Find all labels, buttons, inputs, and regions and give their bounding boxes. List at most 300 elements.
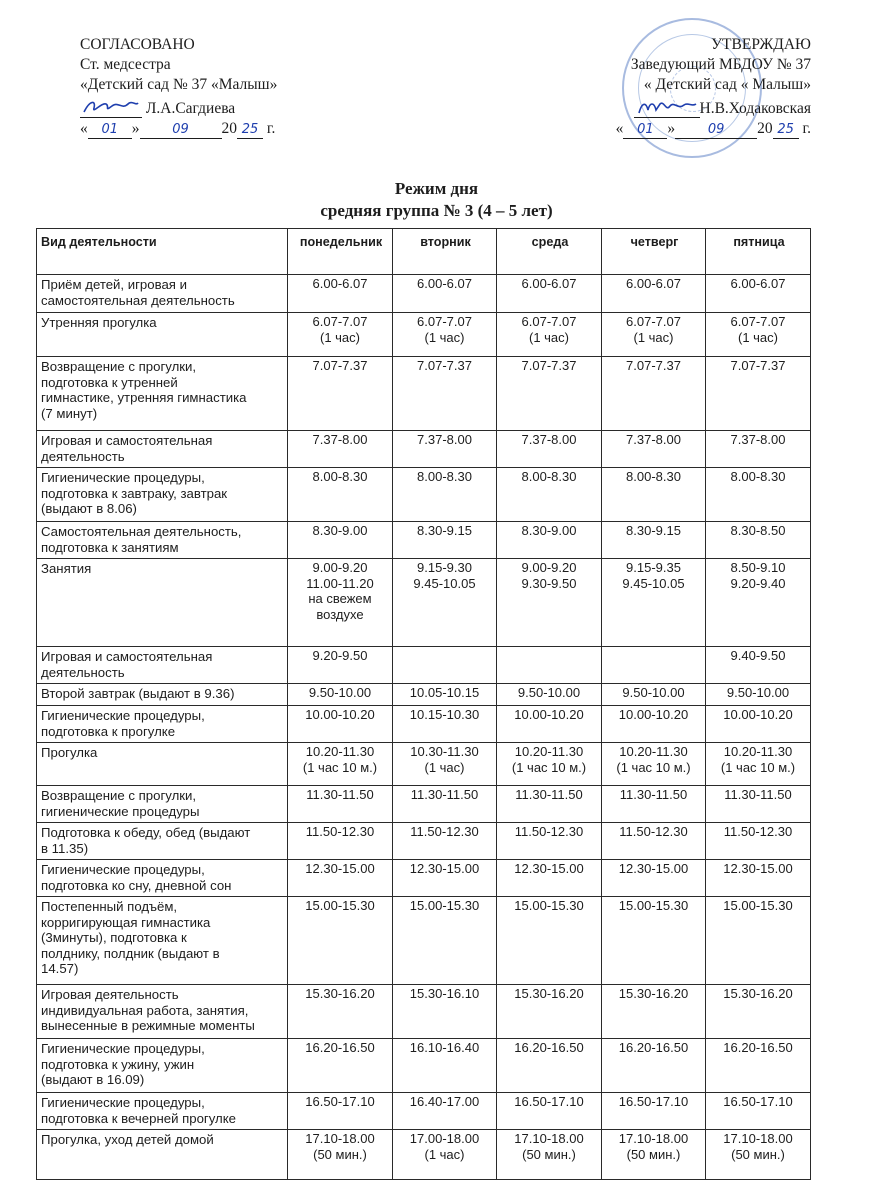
activity-text: полднику, полдник (выдают в bbox=[41, 945, 220, 961]
activity-text: корригирующая гимнастика bbox=[41, 914, 211, 930]
time-text: 15.30-16.20 bbox=[514, 986, 584, 1001]
time-cell bbox=[288, 313, 393, 357]
time-text: 10.15-10.30 bbox=[409, 707, 480, 722]
time-cell bbox=[706, 559, 811, 647]
right-date-year: 25 bbox=[773, 122, 799, 139]
activity-cell bbox=[37, 743, 288, 786]
time-cell bbox=[393, 313, 497, 357]
activity-cell bbox=[37, 897, 288, 985]
time-text: 7.07-7.37 bbox=[417, 358, 472, 373]
time-text: 9.40-9.50 bbox=[730, 648, 786, 663]
time-cell bbox=[706, 357, 811, 431]
left-line1: Ст. медсестра bbox=[80, 56, 171, 73]
time-text: 7.37-8.00 bbox=[730, 432, 786, 447]
time-cell bbox=[706, 985, 811, 1039]
time-cell bbox=[393, 897, 497, 985]
time-cell bbox=[288, 1039, 393, 1093]
time-text: 10.20-11.30 bbox=[305, 744, 375, 759]
time-text: на свежем bbox=[308, 591, 372, 606]
time-text: 8.30-9.15 bbox=[417, 523, 472, 538]
time-text: 8.50-9.10 bbox=[730, 560, 786, 575]
time-cell bbox=[497, 313, 602, 357]
time-text: 7.07-7.37 bbox=[626, 358, 681, 373]
activity-text: Подготовка к обеду, обед (выдают bbox=[41, 825, 251, 840]
activity-text: подготовка к прогулке bbox=[41, 723, 176, 739]
time-text: 12.30-15.00 bbox=[305, 861, 375, 876]
time-cell bbox=[497, 522, 602, 559]
time-text: 17.10-18.00 bbox=[618, 1131, 689, 1146]
activity-text: (3минуты), подготовка к bbox=[41, 930, 187, 945]
document-subtitle: средняя группа № 3 (4 – 5 лет) bbox=[320, 201, 553, 220]
right-line1: Заведующий МБДОУ № 37 bbox=[630, 56, 811, 73]
time-cell bbox=[497, 431, 602, 468]
time-text: 15.00-15.30 bbox=[723, 898, 793, 913]
time-cell bbox=[288, 522, 393, 559]
time-cell bbox=[497, 684, 602, 706]
activity-text: Возвращение с прогулки, bbox=[41, 788, 197, 803]
table-row bbox=[37, 786, 811, 823]
activity-text: гимнастике, утренняя гимнастика bbox=[41, 390, 247, 405]
activity-cell bbox=[37, 559, 288, 647]
time-cell bbox=[602, 1039, 706, 1093]
activity-text: Приём детей, игровая и bbox=[41, 277, 187, 292]
time-text: 9.30-9.50 bbox=[521, 575, 577, 591]
time-text: 6.00-6.07 bbox=[626, 276, 681, 291]
time-cell bbox=[288, 431, 393, 468]
activity-cell bbox=[37, 357, 288, 431]
time-text: 17.00-18.00 bbox=[409, 1131, 480, 1146]
activity-cell bbox=[37, 431, 288, 468]
time-cell bbox=[497, 897, 602, 985]
table-row bbox=[37, 823, 811, 860]
time-text: 7.07-7.37 bbox=[521, 358, 577, 373]
activity-cell bbox=[37, 1093, 288, 1130]
time-cell bbox=[706, 1093, 811, 1130]
time-text: 6.07-7.07 bbox=[730, 314, 786, 329]
time-cell bbox=[706, 1130, 811, 1180]
time-text: (50 мин.) bbox=[731, 1146, 785, 1162]
time-text: 6.00-6.07 bbox=[730, 276, 786, 291]
time-cell bbox=[288, 275, 393, 313]
time-cell bbox=[602, 275, 706, 313]
time-text: 10.00-10.20 bbox=[723, 707, 793, 722]
time-text: (50 мин.) bbox=[522, 1146, 576, 1162]
time-text: 16.20-16.50 bbox=[514, 1040, 584, 1055]
table-row bbox=[37, 897, 811, 985]
time-cell bbox=[497, 706, 602, 743]
left-title: СОГЛАСОВАНО bbox=[80, 36, 195, 53]
time-text: (1 час) bbox=[633, 329, 674, 345]
time-text: 16.20-16.50 bbox=[723, 1040, 793, 1055]
time-text: 11.50-12.30 bbox=[305, 824, 375, 839]
time-text: 16.50-17.10 bbox=[723, 1094, 793, 1109]
table-row bbox=[37, 706, 811, 743]
time-text: 15.00-15.30 bbox=[618, 898, 689, 913]
activity-text: самостоятельная деятельность bbox=[41, 292, 235, 308]
time-text: 9.20-9.40 bbox=[730, 575, 786, 591]
time-cell bbox=[706, 897, 811, 985]
time-text: (1 час 10 м.) bbox=[720, 759, 796, 775]
time-text: 17.10-18.00 bbox=[514, 1131, 584, 1146]
time-cell bbox=[706, 786, 811, 823]
activity-cell bbox=[37, 985, 288, 1039]
time-cell bbox=[602, 897, 706, 985]
approval-block-right bbox=[616, 35, 811, 139]
time-cell bbox=[288, 706, 393, 743]
time-text: 6.00-6.07 bbox=[417, 276, 472, 291]
time-text: 11.50-12.30 bbox=[723, 824, 793, 839]
time-text: 7.07-7.37 bbox=[312, 358, 368, 373]
right-date-month: 09 bbox=[675, 122, 757, 139]
time-text: 7.37-8.00 bbox=[626, 432, 681, 447]
time-cell bbox=[393, 985, 497, 1039]
time-cell bbox=[288, 985, 393, 1039]
time-cell bbox=[602, 357, 706, 431]
activity-text: подготовка к завтраку, завтрак bbox=[41, 485, 228, 501]
time-cell bbox=[288, 357, 393, 431]
table-row bbox=[37, 647, 811, 684]
time-cell bbox=[288, 897, 393, 985]
time-text: 15.30-16.20 bbox=[618, 986, 689, 1001]
table-row bbox=[37, 522, 811, 559]
right-signature-line bbox=[616, 95, 811, 119]
time-cell bbox=[288, 823, 393, 860]
time-text: (50 мин.) bbox=[626, 1146, 681, 1162]
time-cell bbox=[393, 1039, 497, 1093]
time-text: 6.07-7.07 bbox=[626, 314, 681, 329]
time-text: (1 час) bbox=[737, 329, 778, 345]
time-cell bbox=[393, 684, 497, 706]
column-header: среда bbox=[497, 229, 602, 275]
left-date-month: 09 bbox=[140, 122, 222, 139]
time-text: 10.00-10.20 bbox=[514, 707, 584, 722]
time-cell bbox=[602, 1130, 706, 1180]
time-cell bbox=[706, 706, 811, 743]
activity-text: (выдают в 8.06) bbox=[41, 501, 137, 516]
time-text: 6.07-7.07 bbox=[312, 314, 368, 329]
activity-text: Игровая и самостоятельная bbox=[41, 433, 213, 448]
table-row bbox=[37, 743, 811, 786]
time-cell bbox=[288, 786, 393, 823]
table-row bbox=[37, 468, 811, 522]
time-text: (1 час 10 м.) bbox=[616, 759, 691, 775]
activity-cell bbox=[37, 275, 288, 313]
activity-cell bbox=[37, 823, 288, 860]
column-header: Вид деятельности bbox=[37, 229, 288, 275]
time-cell bbox=[393, 647, 497, 684]
table-row bbox=[37, 1039, 811, 1093]
time-cell bbox=[602, 647, 706, 684]
right-title: УТВЕРЖДАЮ bbox=[711, 36, 811, 53]
table-row bbox=[37, 860, 811, 897]
time-cell bbox=[393, 823, 497, 860]
time-cell bbox=[393, 431, 497, 468]
time-text: 7.37-8.00 bbox=[417, 432, 472, 447]
time-cell bbox=[393, 559, 497, 647]
time-cell bbox=[497, 275, 602, 313]
time-cell bbox=[393, 743, 497, 786]
time-text: 9.15-9.35 bbox=[626, 560, 681, 575]
right-name: Н.В.Ходаковская bbox=[699, 100, 811, 117]
table-header-row bbox=[37, 229, 811, 275]
time-cell bbox=[706, 743, 811, 786]
time-cell bbox=[497, 786, 602, 823]
time-text: 8.00-8.30 bbox=[417, 469, 472, 484]
time-text: 16.50-17.10 bbox=[305, 1094, 375, 1109]
time-text: 9.00-9.20 bbox=[521, 560, 577, 575]
activity-text: Гигиенические процедуры, bbox=[41, 1041, 205, 1056]
right-date-line: « 01 » 09 20 25 г. bbox=[615, 120, 811, 137]
time-cell bbox=[288, 684, 393, 706]
time-cell bbox=[393, 357, 497, 431]
time-text: 11.50-12.30 bbox=[410, 824, 479, 839]
time-text: 9.20-9.50 bbox=[312, 648, 368, 663]
document-title-block bbox=[0, 178, 873, 222]
activity-text: Гигиенические процедуры, bbox=[41, 470, 205, 485]
time-cell bbox=[602, 706, 706, 743]
activity-text: Занятия bbox=[41, 561, 92, 576]
left-date-line: « 01 » 09 20 25 г. bbox=[80, 120, 276, 137]
left-line2: «Детский сад № 37 «Малыш» bbox=[80, 76, 278, 93]
time-cell bbox=[706, 860, 811, 897]
activity-text: деятельность bbox=[41, 664, 125, 680]
table-row bbox=[37, 1130, 811, 1180]
time-cell bbox=[602, 860, 706, 897]
time-cell bbox=[288, 1130, 393, 1180]
activity-cell bbox=[37, 313, 288, 357]
right-line2: « Детский сад « Малыш» bbox=[643, 76, 811, 93]
time-cell bbox=[288, 647, 393, 684]
time-text: 16.10-16.40 bbox=[409, 1040, 480, 1055]
time-text: 11.30-11.50 bbox=[515, 787, 583, 802]
time-text: 8.30-9.15 bbox=[626, 523, 681, 538]
time-text: воздухе bbox=[316, 606, 364, 622]
activity-text: Гигиенические процедуры, bbox=[41, 1095, 205, 1110]
time-cell bbox=[288, 860, 393, 897]
time-text: 10.00-10.20 bbox=[618, 707, 689, 722]
activity-cell bbox=[37, 706, 288, 743]
signature-blank bbox=[80, 95, 142, 118]
time-cell bbox=[602, 431, 706, 468]
table-row bbox=[37, 357, 811, 431]
time-cell bbox=[497, 1039, 602, 1093]
time-cell bbox=[497, 985, 602, 1039]
time-text: 11.00-11.20 bbox=[306, 575, 374, 591]
activity-cell bbox=[37, 1130, 288, 1180]
time-text: 10.05-10.15 bbox=[409, 685, 480, 700]
time-text: 16.20-16.50 bbox=[618, 1040, 689, 1055]
time-text: 6.00-6.07 bbox=[521, 276, 577, 291]
activity-text: Самостоятельная деятельность, bbox=[41, 524, 242, 539]
signature-scribble bbox=[82, 98, 140, 116]
time-cell bbox=[602, 743, 706, 786]
left-signature-line bbox=[80, 95, 277, 119]
time-text: 6.00-6.07 bbox=[312, 276, 368, 291]
activity-text: гигиенические процедуры bbox=[41, 803, 200, 819]
time-text: 6.07-7.07 bbox=[417, 314, 472, 329]
time-text: 9.50-10.00 bbox=[622, 685, 685, 700]
time-text: (1 час) bbox=[319, 329, 360, 345]
time-cell bbox=[706, 823, 811, 860]
time-cell bbox=[393, 706, 497, 743]
time-text: 10.00-10.20 bbox=[305, 707, 375, 722]
time-text: 11.30-11.50 bbox=[306, 787, 374, 802]
time-text: (1 час) bbox=[424, 1146, 465, 1162]
time-text: 15.30-16.10 bbox=[409, 986, 480, 1001]
activity-text: индивидуальная работа, занятия, bbox=[41, 1002, 249, 1018]
activity-text: подготовка к ужину, ужин bbox=[41, 1056, 195, 1072]
time-cell bbox=[497, 1093, 602, 1130]
time-cell bbox=[393, 522, 497, 559]
activity-text: Утренняя прогулка bbox=[41, 315, 157, 330]
activity-cell bbox=[37, 860, 288, 897]
time-text: 16.50-17.10 bbox=[618, 1094, 689, 1109]
time-cell bbox=[706, 647, 811, 684]
time-cell bbox=[497, 1130, 602, 1180]
time-cell bbox=[706, 1039, 811, 1093]
time-cell bbox=[602, 823, 706, 860]
activity-text: подготовка ко сну, дневной сон bbox=[41, 877, 232, 893]
activity-text: Игровая деятельность bbox=[41, 987, 179, 1002]
time-cell bbox=[602, 559, 706, 647]
time-cell bbox=[497, 559, 602, 647]
time-cell bbox=[706, 313, 811, 357]
time-text: 7.37-8.00 bbox=[521, 432, 577, 447]
document-title: Режим дня bbox=[394, 179, 479, 198]
time-cell bbox=[288, 1093, 393, 1130]
signature-scribble bbox=[636, 98, 698, 116]
left-date-year: 25 bbox=[237, 122, 263, 139]
time-cell bbox=[288, 468, 393, 522]
time-text: 16.20-16.50 bbox=[305, 1040, 375, 1055]
time-text: 16.50-17.10 bbox=[514, 1094, 584, 1109]
time-text: 9.45-10.05 bbox=[413, 575, 476, 591]
time-cell bbox=[497, 743, 602, 786]
time-text: 6.07-7.07 bbox=[521, 314, 577, 329]
time-text: 8.00-8.30 bbox=[730, 469, 786, 484]
column-header: вторник bbox=[393, 229, 497, 275]
time-text: 12.30-15.00 bbox=[514, 861, 584, 876]
activity-text: 14.57) bbox=[41, 961, 79, 976]
table-row bbox=[37, 1093, 811, 1130]
activity-cell bbox=[37, 468, 288, 522]
time-cell bbox=[393, 275, 497, 313]
left-date-day: 01 bbox=[88, 122, 132, 139]
time-text: 9.45-10.05 bbox=[622, 575, 685, 591]
left-name: Л.А.Сагдиева bbox=[145, 100, 236, 117]
schedule-table bbox=[36, 228, 811, 1180]
time-text: 9.00-9.20 bbox=[312, 560, 368, 575]
time-text: (1 час 10 м.) bbox=[511, 759, 587, 775]
time-text: 11.50-12.30 bbox=[619, 824, 688, 839]
time-text: (1 час) bbox=[424, 759, 465, 775]
time-cell bbox=[706, 684, 811, 706]
time-cell bbox=[497, 647, 602, 684]
time-cell bbox=[288, 743, 393, 786]
activity-text: деятельность bbox=[41, 448, 125, 464]
time-cell bbox=[602, 313, 706, 357]
activity-text: (выдают в 16.09) bbox=[41, 1072, 145, 1087]
activity-text: вынесенные в режимные моменты bbox=[41, 1018, 255, 1033]
time-text: (1 час 10 м.) bbox=[302, 759, 378, 775]
signature-blank bbox=[634, 95, 700, 118]
time-text: 15.30-16.20 bbox=[305, 986, 375, 1001]
time-text: 16.40-17.00 bbox=[409, 1094, 480, 1109]
activity-cell bbox=[37, 647, 288, 684]
table-row bbox=[37, 559, 811, 647]
time-text: 12.30-15.00 bbox=[618, 861, 689, 876]
time-cell bbox=[497, 860, 602, 897]
time-text: 10.20-11.30 bbox=[723, 744, 793, 759]
time-cell bbox=[602, 786, 706, 823]
time-text: 15.00-15.30 bbox=[514, 898, 584, 913]
time-text: 9.50-10.00 bbox=[726, 685, 790, 700]
time-text: 7.07-7.37 bbox=[730, 358, 786, 373]
time-cell bbox=[497, 823, 602, 860]
time-cell bbox=[602, 522, 706, 559]
time-cell bbox=[393, 1130, 497, 1180]
time-cell bbox=[497, 357, 602, 431]
activity-text: подготовка к вечерней прогулке bbox=[41, 1110, 236, 1126]
time-text: 11.30-11.50 bbox=[619, 787, 688, 802]
table-row bbox=[37, 275, 811, 313]
time-text: 12.30-15.00 bbox=[409, 861, 480, 876]
time-cell bbox=[706, 275, 811, 313]
activity-text: Второй завтрак (выдают в 9.36) bbox=[41, 686, 235, 701]
time-text: 10.20-11.30 bbox=[514, 744, 584, 759]
time-text: 9.50-10.00 bbox=[308, 685, 372, 700]
time-text: 17.10-18.00 bbox=[305, 1131, 375, 1146]
time-cell bbox=[288, 559, 393, 647]
approval-block-left bbox=[80, 35, 277, 139]
time-text: 9.50-10.00 bbox=[517, 685, 581, 700]
time-text: 11.30-11.50 bbox=[410, 787, 479, 802]
time-cell bbox=[393, 468, 497, 522]
time-text: 8.30-9.00 bbox=[521, 523, 577, 538]
time-text: 9.15-9.30 bbox=[417, 560, 472, 575]
time-text: 8.30-9.00 bbox=[312, 523, 368, 538]
time-cell bbox=[393, 860, 497, 897]
column-header: четверг bbox=[602, 229, 706, 275]
time-text: 15.00-15.30 bbox=[409, 898, 480, 913]
activity-text: Прогулка bbox=[41, 745, 98, 760]
activity-cell bbox=[37, 1039, 288, 1093]
time-cell bbox=[602, 1093, 706, 1130]
table-row bbox=[37, 313, 811, 357]
activity-cell bbox=[37, 522, 288, 559]
table-row bbox=[37, 684, 811, 706]
time-text: 11.30-11.50 bbox=[724, 787, 792, 802]
activity-text: Постепенный подъём, bbox=[41, 899, 178, 914]
time-text: (50 мин.) bbox=[313, 1146, 367, 1162]
column-header: понедельник bbox=[288, 229, 393, 275]
time-text: 8.30-8.50 bbox=[730, 523, 786, 538]
time-text: 11.50-12.30 bbox=[514, 824, 584, 839]
time-cell bbox=[602, 468, 706, 522]
table-row bbox=[37, 985, 811, 1039]
activity-text: Гигиенические процедуры, bbox=[41, 708, 205, 723]
activity-text: Возвращение с прогулки, bbox=[41, 359, 197, 374]
activity-cell bbox=[37, 786, 288, 823]
time-cell bbox=[706, 468, 811, 522]
time-text: 8.00-8.30 bbox=[312, 469, 368, 484]
time-cell bbox=[706, 522, 811, 559]
time-text: (1 час) bbox=[528, 329, 569, 345]
time-text: 8.00-8.30 bbox=[626, 469, 681, 484]
time-cell bbox=[393, 786, 497, 823]
activity-text: Игровая и самостоятельная bbox=[41, 649, 213, 664]
time-text: 15.00-15.30 bbox=[305, 898, 375, 913]
